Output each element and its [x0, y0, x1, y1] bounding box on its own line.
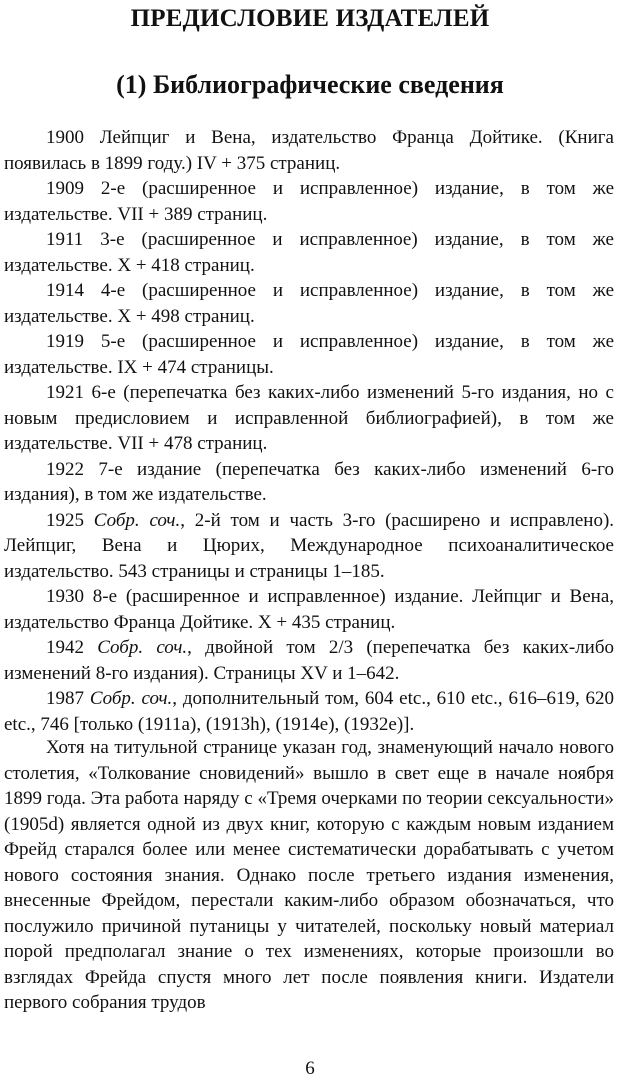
body-paragraph: Хотя на титульной странице указан год, знаменующий начало нового столетия, «Толкование сновидений» вышло в свет еще в начале ноября 1899 года. Эта работа наряду с «Тремя очерками по теории сексуальности» (1905d) является одной из двух книг, которую с каждым новым изданием Фрейд старался более или менее систематически дорабатывать с учетом нового состояния знания. Однако после третьего издания изменения, внесенные Фрейдом, перестали каким-либо образом обозначаться, что послужило причиной путаницы у читателей, поскольку новый материал порой предполагал знание о тех изменениях, которые произошли во взглядах Фрейда спустя много лет после появления книги. Издатели первого собрания трудов	[4, 737, 614, 1013]
bibliography-entry: 1919 5-е (расширенное и исправленное) издание, в том же издательстве. IX + 474 страницы.	[4, 331, 614, 378]
entry-rest: , двойной том 2/3 (перепечатка без каких-либо изменений 8-го издания). Страницы XV и 1–642.	[4, 637, 615, 684]
bibliography-entry: 1914 4-е (расширенное и исправленное) издание, в том же издательстве. X + 498 страниц.	[4, 280, 614, 327]
entry-rest: , 2-й том и часть 3-го (расширено и исправлено). Лейпциг, Вена и Цюрих, Международное психоаналитическое издательство. 543 страницы и страницы 1–185.	[4, 509, 615, 582]
entry-italic-title: Собр. соч.	[89, 688, 173, 709]
bibliography-entry: 1930 8-е (расширенное и исправленное) издание. Лейпциг и Вена, издательство Франца Дойтике. X + 435 страниц.	[4, 586, 614, 633]
bibliography-entry: 1922 7-е издание (перепечатка без каких-либо изменений 6-го издания), в том же издательстве.	[4, 458, 614, 505]
entry-italic-title: Собр. соч.	[93, 509, 181, 531]
page-title: ПРЕДИСЛОВИЕ ИЗДАТЕЛЕЙ	[130, 5, 490, 32]
bibliography-entry	[4, 686, 614, 737]
bibliography-entry	[4, 635, 614, 686]
entry-year: 1942	[46, 637, 84, 658]
bibliography-entry	[4, 508, 614, 585]
bibliography-list	[4, 125, 614, 737]
entry-italic-title: Собр. соч.	[97, 637, 188, 658]
bibliography-entry: 1909 2-е (расширенное и исправленное) издание, в том же издательстве. VII + 389 страниц.	[4, 178, 614, 225]
entry-year: 1987	[46, 688, 84, 709]
bibliography-entry: 1921 6-е (перепечатка без каких-либо изменений 5-го издания, но с новым предисловием и исправленной библиографией), в том же издательстве. VII + 478 страниц.	[4, 382, 614, 454]
section-heading: (1) Библиографические сведения	[116, 70, 504, 99]
bibliography-entry: 1911 3-е (расширенное и исправленное) издание, в том же издательстве. X + 418 страниц.	[4, 229, 614, 276]
entry-year: 1925	[46, 509, 84, 531]
entry-rest: , дополнительный том, 604 etc., 610 etc., 616–619, 620 etc., 746 [только (1911a), (1913h), (1914e), (1932e)].	[4, 688, 615, 735]
page-number: 6	[305, 1058, 315, 1079]
bibliography-entry: 1900 Лейпциг и Вена, издательство Франца Дойтике. (Книга появилась в 1899 году.) IV + 375 страниц.	[4, 127, 614, 174]
